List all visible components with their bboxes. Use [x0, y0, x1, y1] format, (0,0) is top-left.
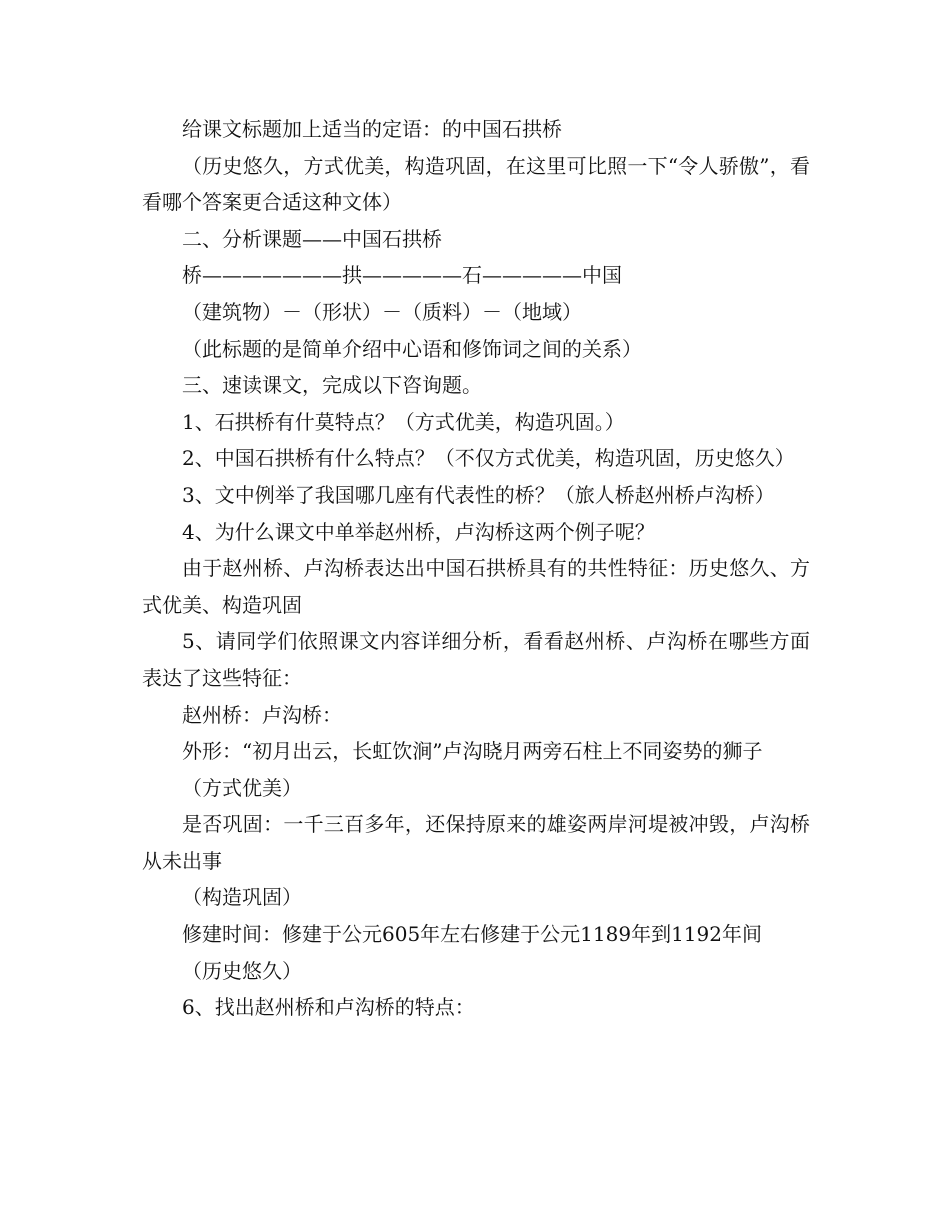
paragraph: 修建时间：修建于公元605年左右修建于公元1189年到1192年间	[182, 922, 762, 947]
paragraph: （方式优美）	[182, 775, 302, 800]
question-item: 6、找出赵州桥和卢沟桥的特点：	[182, 995, 475, 1020]
question-item: 5、请同学们依照课文内容详细分析，看看赵州桥、卢沟桥在哪些方面表达了这些特征：	[142, 629, 810, 690]
question-item: 3、文中例举了我国哪几座有代表性的桥？（旅人桥赵州桥卢沟桥）	[182, 482, 775, 507]
paragraph: 桥———————拱—————石—————中国	[182, 263, 622, 288]
document-page	[142, 111, 810, 1026]
paragraph: （建筑物）－（形状）－（质料）－（地域）	[182, 299, 582, 324]
question-item: 1、石拱桥有什莫特点？（方式优美，构造巩固。）	[182, 409, 625, 434]
paragraph: 由于赵州桥、卢沟桥表达出中国石拱桥具有的共性特征：历史悠久、方式优美、构造巩固	[142, 556, 810, 617]
section-heading: 二、分析课题——中国石拱桥	[182, 226, 442, 251]
question-item: 4、为什么课文中单举赵州桥，卢沟桥这两个例子呢？	[182, 519, 655, 544]
paragraph: 是否巩固：一千三百多年，还保持原来的雄姿两岸河堤被冲毁，卢沟桥从未出事	[142, 812, 810, 873]
paragraph: 赵州桥：卢沟桥：	[182, 702, 342, 727]
paragraph: 给课文标题加上适当的定语：的中国石拱桥	[182, 117, 562, 141]
paragraph: （历史悠久）	[182, 958, 302, 983]
paragraph: 外形：“初月出云，长虹饮涧”卢沟晓月两旁石柱上不同姿势的狮子	[182, 739, 763, 764]
paragraph: （构造巩固）	[182, 885, 302, 910]
paragraph: （此标题的是简单介绍中心语和修饰词之间的关系）	[182, 336, 642, 361]
question-item: 2、中国石拱桥有什么特点？（不仅方式优美，构造巩固，历史悠久）	[182, 446, 795, 471]
paragraph: （历史悠久，方式优美，构造巩固，在这里可比照一下“令人骄傲”，看看哪个答案更合适这种文体）	[142, 153, 810, 215]
section-heading: 三、速读课文，完成以下咨询题。	[182, 373, 482, 398]
